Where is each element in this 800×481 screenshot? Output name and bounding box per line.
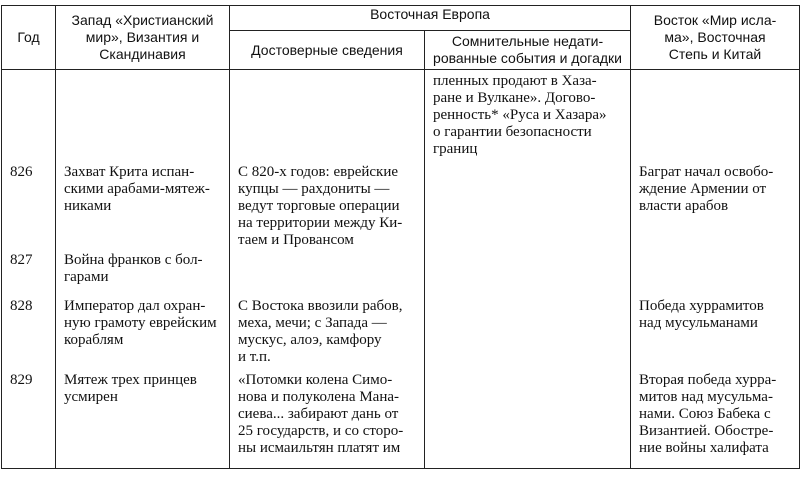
west-cell: Захват Крита испан- скими арабами-мятеж- никами [56,164,230,252]
doubtful-cell: пленных продают в Хаза- ране и Вулкане». Догово- ренность* «Руса и Хазара» о гарантии безопасности границ [425,70,631,165]
reliable-cell: С Востока ввозили рабов, меха, мечи; с Запада — мускус, алоэ, камфору и т.п. [230,298,425,372]
year-cell: 827 [2,252,56,298]
table-row [2,372,800,469]
east-cell: Вторая победа хурра- митов над мусульма- нами. Союз Бабека с Византией. Обостре- ние войны халифата [631,372,800,469]
east-cell: Баграт начал освобо- ждение Армении от власти арабов [631,164,800,252]
year-cell: 826 [2,164,56,252]
doubtful-cell [425,164,631,252]
reliable-cell: С 820-х годов: еврейские купцы — рахдониты — ведут торговые операции на территории между Ки- таем и Провансом [230,164,425,252]
reliable-cell [230,252,425,298]
doubtful-cell [425,372,631,469]
east-cell [631,252,800,298]
header-west: Запад «Христианский мир», Византия и Скандинавия [56,6,230,70]
table-row [2,164,800,252]
header-east: Восток «Мир исла- ма», Восточная Степь и Китай [631,6,800,70]
doubtful-cell [425,298,631,372]
west-cell: Мятеж трех принцев усмирен [56,372,230,469]
west-cell [56,70,230,165]
year-cell: 828 [2,298,56,372]
doubtful-cell [425,252,631,298]
header-doubtful: Сомнительные недати- рованные события и догадки [425,31,631,70]
header-year: Год [2,6,56,70]
table-row [2,252,800,298]
west-cell: Император дал охран- ную грамоту еврейским кораблям [56,298,230,372]
table-row [2,298,800,372]
header-reliable: Достоверные сведения [230,31,425,70]
year-cell [2,70,56,165]
west-cell: Война франков с бол- гарами [56,252,230,298]
reliable-cell: «Потомки колена Симо- нова и полуколена Мана- сиева... забирают дань от 25 государств, и со сторо- ны исмаильтян платят им [230,372,425,469]
table-row [2,70,800,165]
header-eastern-europe: Восточная Европа [230,6,631,31]
east-cell: Победа хуррамитов над мусульманами [631,298,800,372]
reliable-cell [230,70,425,165]
east-cell [631,70,800,165]
chronology-table [1,5,800,469]
year-cell: 829 [2,372,56,469]
